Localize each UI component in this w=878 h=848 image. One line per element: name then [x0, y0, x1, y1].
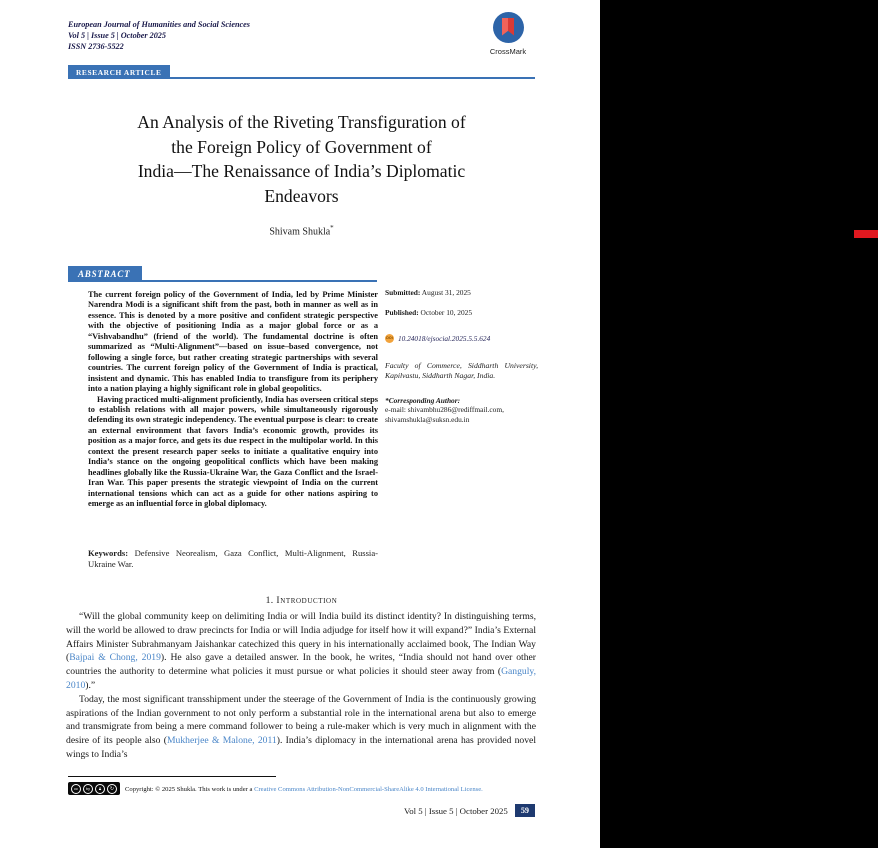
- article-type-badge: RESEARCH ARTICLE: [68, 65, 170, 79]
- author-affiliation: Faculty of Commerce, Siddharth University, Kapilvastu, Siddharth Nagar, India.: [385, 361, 538, 381]
- abstract-paragraph-2: Having practiced multi-alignment proficiently, India has overseen critical steps to establish relations with all major powers, while simultaneously rigorously defending its own strategic independency. The eventual purpose is clear: to create an external environment that favors India’s economic growth, provides its position as a major force, and gets its due respect in the multipolar world. In this context the present research paper seeks to initiate a qualitative enquiry into India’s stance on the ongoing geopolitical conflicts which have been making headlines globally like the Russia-Ukraine War, the Gaza Conflict and the Israel-Iran War. This paper presents the strategic viewpoint of India on the current international tensions which can act as a guide for other nations aspiring to emerge as an influential force in global diplomacy.: [88, 394, 378, 509]
- paragraph-text: ). He also gave a detailed answer. In the book, he writes, “India should not hand over other countries the authority to determine what policies it must pursue or what policies it should steer away from (: [66, 652, 536, 678]
- badge-rule: [142, 280, 377, 282]
- corresponding-email-1: e-mail: shivambhu286@rediffmail.com,: [385, 405, 504, 415]
- crossmark-logo[interactable]: [482, 12, 534, 56]
- copyright-row: [68, 782, 538, 795]
- paragraph-text: ).”: [85, 679, 96, 691]
- page-footer: [68, 804, 535, 817]
- badge-rule: [170, 77, 535, 79]
- journal-header: [68, 20, 398, 52]
- by-icon: [83, 784, 93, 794]
- page-number-badge: 59: [515, 804, 535, 817]
- red-highlight-marker: [854, 230, 878, 238]
- corresponding-email-2: shivamshukla@suksn.edu.in: [385, 414, 470, 424]
- copyright-prefix: Copyright: © 2025 Shukla. This work is under a: [125, 786, 255, 793]
- published-row: [385, 308, 538, 317]
- section-title: Introduction: [276, 595, 338, 606]
- journal-vol-issue: Vol 5 | Issue 5 | October 2025: [68, 30, 166, 40]
- abstract-body: [88, 290, 378, 510]
- citation-link[interactable]: Bajpai & Chong, 2019: [69, 652, 161, 664]
- keywords-list: Defensive Neorealism, Gaza Conflict, Multi-Alignment, Russia-Ukraine War.: [88, 548, 378, 569]
- crossmark-ribbon-icon: [502, 18, 514, 36]
- keywords-label: Keywords:: [88, 548, 129, 558]
- crossmark-label: CrossMark: [489, 47, 527, 56]
- published-label: Published:: [385, 308, 419, 318]
- copyright-text: [125, 786, 483, 795]
- submitted-date: August 31, 2025: [421, 288, 471, 297]
- corresponding-author-label: *Corresponding Author:: [385, 395, 461, 405]
- submitted-row: [385, 288, 538, 297]
- section-heading-introduction: [68, 595, 535, 606]
- title-line: India—The Renaissance of India’s Diplomatic: [137, 161, 466, 182]
- abstract-paragraph-1: The current foreign policy of the Government of India, led by Prime Minister Narendra Modi is a significant shift from the past, both in manner as well as in essence. This is denoted by a more positive and confident strategic perspective with the objective of positioning India as a major global force or as a “Vishvabandhu” (friend of the world). The fundamental doctrine is often summarized as “Multi-Alignment”—based on issue–based convergence, not following a single force, but rather creating strategic partnerships with several countries. The current foreign policy of the Government of India is practical, insistent and dynamic. This has enabled India to transfigure from its periphery into a nation playing a highly significant role in global geopolitics.: [88, 290, 378, 394]
- submitted-label: Submitted:: [385, 288, 421, 297]
- introduction-body: [66, 610, 536, 762]
- author-line: [60, 224, 543, 237]
- journal-issn: ISSN 2736-5522: [68, 41, 124, 51]
- keywords-block: [88, 548, 378, 570]
- published-date: October 10, 2025: [420, 308, 473, 318]
- cc-icon: [71, 784, 81, 794]
- title-line: the Foreign Policy of Government of: [171, 136, 432, 157]
- cc-license-badge[interactable]: [68, 782, 120, 795]
- citation-link[interactable]: Mukherjee & Malone, 2011: [166, 735, 277, 747]
- abstract-heading: ABSTRACT: [68, 266, 142, 282]
- article-type-row: [68, 65, 535, 79]
- author-name: Shivam Shukla: [269, 226, 331, 238]
- sa-icon: [107, 784, 117, 794]
- doi-icon: DOI: [385, 334, 394, 343]
- license-link[interactable]: Creative Commons Attribution-NonCommercial-ShareAlike 4.0 International License.: [254, 786, 483, 793]
- journal-name: European Journal of Humanities and Social Sciences: [68, 20, 250, 29]
- nc-icon: [95, 784, 105, 794]
- paragraph-text: “Will the global community keep on delimiting India or will India build its distinct identity? In distinguishing terms, will the world be allowed to draw precincts for India or will India adjudge for itself how it will expand?” India’s External Affairs Minister Subrahmanyam Jaishankar catechized this query in his internationally acclaimed book, The Indian Way (: [66, 611, 536, 664]
- citation-link[interactable]: Ganguly, 2010: [66, 666, 536, 691]
- corresponding-author-block: [385, 396, 538, 424]
- doi-row: [385, 334, 538, 343]
- article-meta-sidebar: [385, 288, 538, 424]
- title-line: Endeavors: [264, 185, 339, 206]
- intro-paragraph-2: [66, 693, 536, 762]
- viewer-background: [600, 0, 878, 848]
- section-number: 1.: [265, 595, 274, 606]
- abstract-heading-row: [68, 266, 377, 282]
- author-asterisk: *: [330, 224, 334, 232]
- footer-vol-line: Vol 5 | Issue 5 | October 2025: [404, 805, 508, 816]
- intro-paragraph-1: [66, 610, 536, 693]
- paragraph-text: Today, the most significant transshipment under the steerage of the Government of India is the continuously growing aspirations of the Indian government to not only perform a substantial role in the international arena but also to emerge and transmigrate from being a mere command follower to being a rule-maker which is very much in alignment with the desire of its people also (: [66, 693, 536, 747]
- paragraph-text: ). India’s diplomacy in the international arena has provided novel wings to India’s: [66, 735, 536, 760]
- page-title: [60, 110, 543, 208]
- crossmark-circle-icon: [493, 12, 524, 43]
- title-line: An Analysis of the Riveting Transfiguration of: [137, 112, 466, 132]
- footnote-rule: [68, 776, 276, 777]
- doi-link[interactable]: 10.24018/ejsocial.2025.5.5.624: [398, 333, 491, 343]
